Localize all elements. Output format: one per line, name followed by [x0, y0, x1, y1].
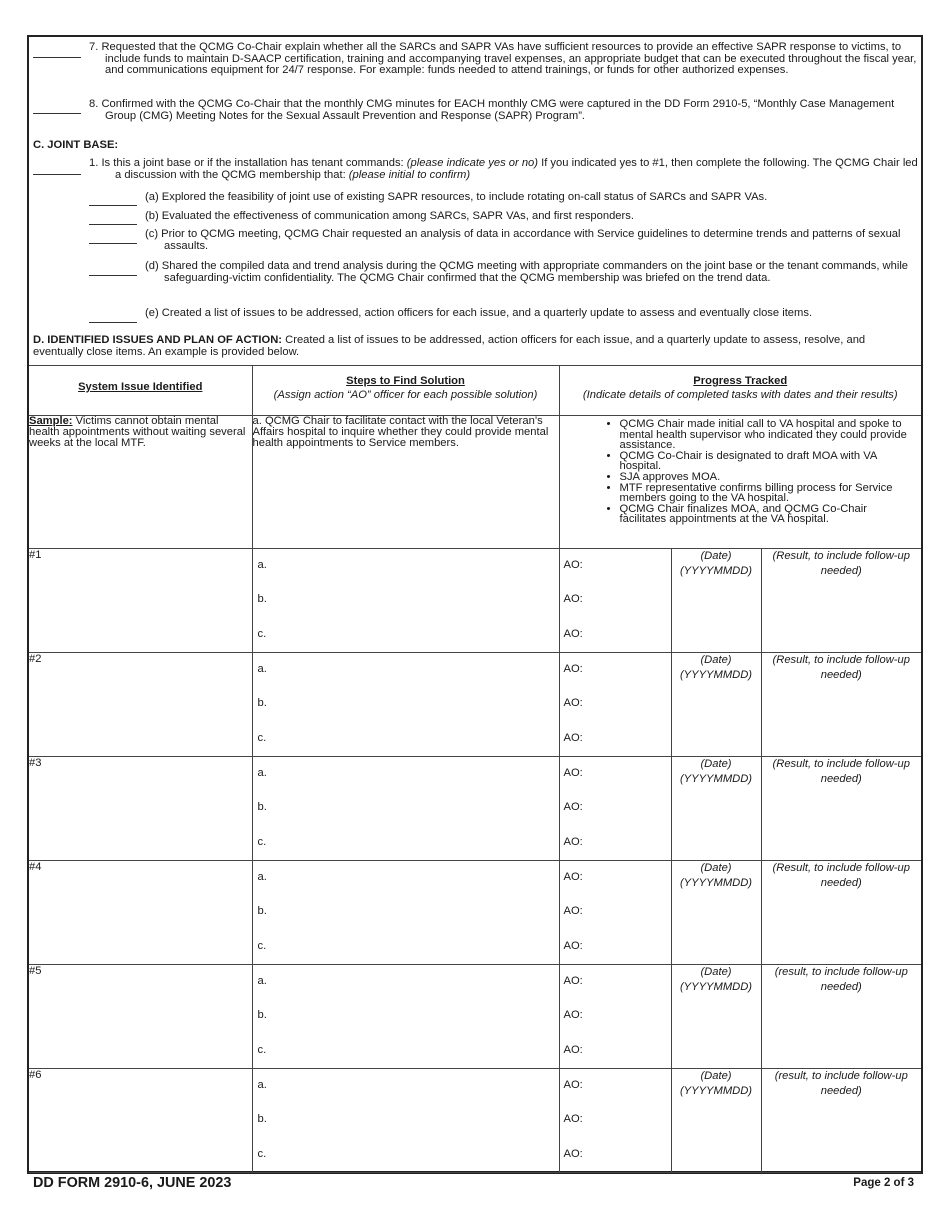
initial-blank-item8[interactable]	[33, 113, 81, 114]
step-c-label: c.	[257, 732, 267, 744]
result-cell[interactable]	[761, 965, 921, 1069]
initial-blank-c1[interactable]	[33, 174, 81, 175]
issue-cell[interactable]	[29, 757, 252, 861]
table-row	[29, 757, 921, 861]
ao-label-b: AO:	[563, 593, 583, 605]
item-7	[89, 42, 917, 77]
ao-label-c: AO:	[563, 628, 583, 640]
col1-title: System Issue Identified	[78, 381, 203, 393]
ao-label-a: AO:	[563, 663, 583, 675]
date-label: (Date)	[700, 862, 732, 874]
ao-cell[interactable]	[559, 549, 671, 653]
ao-cell[interactable]	[559, 1069, 671, 1173]
step-b-label: b.	[257, 593, 267, 605]
date-cell[interactable]	[671, 757, 761, 861]
step-a-label: a.	[257, 1079, 267, 1091]
ao-cell[interactable]	[559, 965, 671, 1069]
issue-cell[interactable]	[29, 653, 252, 757]
date-cell[interactable]	[671, 653, 761, 757]
table-row	[29, 861, 921, 965]
form-top-section	[29, 37, 921, 366]
ao-label-b: AO:	[563, 1009, 583, 1021]
date-cell[interactable]	[671, 1069, 761, 1173]
result-label: (Result, to include follow-up needed)	[772, 550, 910, 577]
ao-label-c: AO:	[563, 940, 583, 952]
step-b-label: b.	[257, 697, 267, 709]
step-a-label: a.	[257, 767, 267, 779]
section-d-intro	[33, 335, 917, 358]
c1-italic-1: (please indicate yes or no)	[406, 157, 538, 169]
step-a-label: a.	[257, 975, 267, 987]
sample-issue-text: Victims cannot obtain mental health appointments without waiting several weeks at the local MTF.	[29, 415, 246, 449]
result-cell[interactable]	[761, 757, 921, 861]
section-d-heading: D. IDENTIFIED ISSUES AND PLAN OF ACTION:	[33, 334, 283, 346]
col-header-progress	[559, 365, 921, 416]
sample-progress-list	[560, 419, 922, 525]
result-cell[interactable]	[761, 653, 921, 757]
sample-issue-cell	[29, 416, 252, 549]
form-id: DD FORM 2910-6, JUNE 2023	[33, 1175, 232, 1191]
result-cell[interactable]	[761, 549, 921, 653]
date-format: (YYYYMMDD)	[679, 668, 753, 681]
result-cell[interactable]	[761, 861, 921, 965]
form-page	[27, 35, 923, 1174]
table-row	[29, 653, 921, 757]
issue-number: #2	[29, 653, 42, 665]
steps-cell[interactable]	[252, 653, 559, 757]
ao-cell[interactable]	[559, 757, 671, 861]
col-header-steps	[252, 365, 559, 416]
step-b-label: b.	[257, 905, 267, 917]
result-label: (Result, to include follow-up needed)	[772, 654, 910, 681]
c1-sub-b-text: (b) Evaluated the effectiveness of communication among SARCs, SAPR VAs, and first responders.	[145, 210, 634, 222]
initial-blank-c1e[interactable]	[89, 322, 137, 323]
initial-blank-c1c[interactable]	[89, 243, 137, 244]
issue-number: #6	[29, 1069, 42, 1081]
c1-sub-d-text: (d) Shared the compiled data and trend analysis during the QCMG meeting with appropriate commanders on the joint base or the tenant commands, while safeguarding-victim confidentiality. The QCMG Chair confirmed that the QCMG membership was briefed on the trend data.	[145, 260, 909, 284]
steps-cell[interactable]	[252, 861, 559, 965]
ao-label-a: AO:	[563, 871, 583, 883]
date-cell[interactable]	[671, 861, 761, 965]
ao-label-a: AO:	[563, 767, 583, 779]
c1-sub-d	[145, 261, 917, 284]
col-header-issue	[29, 365, 252, 416]
table-row	[29, 1069, 921, 1173]
steps-cell[interactable]	[252, 1069, 559, 1173]
ao-label-a: AO:	[563, 1079, 583, 1091]
sample-row	[29, 416, 921, 549]
c1-sub-c-text: (c) Prior to QCMG meeting, QCMG Chair requested an analysis of data in accordance with Service guidelines to determine trends and patterns of sexual assaults.	[145, 228, 901, 252]
step-c-label: c.	[257, 1044, 267, 1056]
date-label: (Date)	[700, 758, 732, 770]
initial-blank-c1b[interactable]	[89, 224, 137, 225]
step-c-label: c.	[257, 940, 267, 952]
result-cell[interactable]	[761, 1069, 921, 1173]
item-7-text: 7. Requested that the QCMG Co-Chair explain whether all the SARCs and SAPR VAs have sufficient resources to provide an effective SAPR response to victims, to include funds to maintain D-SAACP certification, training and accompanying travel expenses, an appropriate budget that can be executed throughout the fiscal year, and communications equipment for 24/7 response. For example: funds needed to attend trainings, or funds for other authorized expenses.	[89, 41, 917, 77]
col3-subtitle: (Indicate details of completed tasks with dates and their results)	[582, 389, 898, 401]
steps-cell[interactable]	[252, 757, 559, 861]
issue-number: #5	[29, 965, 42, 977]
plan-of-action-table	[29, 365, 921, 1173]
result-label: (Result, to include follow-up needed)	[772, 862, 910, 889]
step-c-label: c.	[257, 1148, 267, 1160]
ao-label-b: AO:	[563, 905, 583, 917]
ao-label-c: AO:	[563, 1148, 583, 1160]
issue-number: #1	[29, 549, 42, 561]
step-a-label: a.	[257, 663, 267, 675]
ao-label-b: AO:	[563, 1113, 583, 1125]
date-format: (YYYYMMDD)	[679, 980, 753, 993]
initial-blank-item7[interactable]	[33, 57, 81, 58]
date-cell[interactable]	[671, 549, 761, 653]
section-d-intro-text: Created a list of issues to be addressed, action officers for each issue, and a quarterly update to assess, resolve, and eventually close items. An example is provided below.	[33, 334, 866, 358]
issue-cell[interactable]	[29, 549, 252, 653]
date-label: (Date)	[700, 654, 732, 666]
ao-label-a: AO:	[563, 975, 583, 987]
item-8-text: 8. Confirmed with the QCMG Co-Chair that the monthly CMG minutes for EACH monthly CMG were captured in the DD Form 2910-5, “Monthly Case Management Group (CMG) Meeting Notes for the Sexual Assault Prevention and Response (SAPR) Program”.	[89, 98, 895, 122]
ao-label-c: AO:	[563, 1044, 583, 1056]
result-label: (Result, to include follow-up needed)	[772, 758, 910, 785]
initial-blank-c1a[interactable]	[89, 205, 137, 206]
col2-subtitle: (Assign action “AO” officer for each possible solution)	[273, 389, 538, 401]
c1-text-b: If you indicated yes to #1, then complete the following. The QCMG Chair led a discussion with the QCMG membership that:	[115, 157, 918, 181]
issue-cell[interactable]	[29, 965, 252, 1069]
step-a-label: a.	[257, 871, 267, 883]
sample-progress-cell	[559, 416, 921, 549]
date-label: (Date)	[700, 550, 732, 562]
item-8	[89, 99, 917, 122]
step-c-label: c.	[257, 836, 267, 848]
date-format: (YYYYMMDD)	[679, 772, 753, 785]
step-a-label: a.	[257, 559, 267, 571]
date-format: (YYYYMMDD)	[679, 1084, 753, 1097]
steps-cell[interactable]	[252, 549, 559, 653]
progress-item: • SJA approves MOA.	[620, 472, 922, 483]
date-label: (Date)	[700, 966, 732, 978]
progress-item: • QCMG Chair finalizes MOA, and QCMG Co-Chair facilitates appointments at the VA hospital.	[620, 504, 922, 525]
issue-cell[interactable]	[29, 1069, 252, 1173]
page-number: Page 2 of 3	[853, 1177, 914, 1189]
section-c-item-1	[89, 158, 919, 181]
progress-item: • MTF representative confirms billing process for Service members going to the VA hospital.	[620, 483, 922, 504]
step-b-label: b.	[257, 1113, 267, 1125]
c1-sub-b	[145, 211, 917, 223]
c1-italic-2: (please initial to confirm)	[348, 168, 471, 181]
step-c-label: c.	[257, 628, 267, 640]
issue-number: #3	[29, 757, 42, 769]
sample-steps-cell: a. QCMG Chair to facilitate contact with the local Veteran’s Affairs hospital to inquire whether they could provide mental health appointments to Service members.	[252, 416, 559, 549]
date-label: (Date)	[700, 1070, 732, 1082]
issue-number: #4	[29, 861, 42, 873]
step-b-label: b.	[257, 1009, 267, 1021]
table-row	[29, 965, 921, 1069]
table-row	[29, 549, 921, 653]
progress-item: • QCMG Co-Chair is designated to draft MOA with VA hospital.	[620, 451, 922, 472]
date-format: (YYYYMMDD)	[679, 876, 753, 889]
steps-cell[interactable]	[252, 965, 559, 1069]
c1-sub-a	[145, 192, 917, 204]
result-label: (result, to include follow-up needed)	[774, 1070, 908, 1097]
c1-sub-a-text: (a) Explored the feasibility of joint use of existing SAPR resources, to include rotating on-call status of SARCs and SAPR VAs.	[145, 191, 768, 203]
ao-label-b: AO:	[563, 801, 583, 813]
date-cell[interactable]	[671, 965, 761, 1069]
c1-sub-e-text: (e) Created a list of issues to be addressed, action officers for each issue, and a quarterly update to assess and eventually close items.	[145, 307, 813, 319]
progress-item: • QCMG Chair made initial call to VA hospital and spoke to mental health supervisor who indicated they could provide assistance.	[620, 419, 922, 451]
ao-label-b: AO:	[563, 697, 583, 709]
ao-label-c: AO:	[563, 836, 583, 848]
initial-blank-c1d[interactable]	[89, 275, 137, 276]
issue-cell[interactable]	[29, 861, 252, 965]
col2-title: Steps to Find Solution	[346, 375, 465, 387]
ao-label-a: AO:	[563, 559, 583, 571]
ao-cell[interactable]	[559, 861, 671, 965]
c1-sub-e	[145, 308, 917, 320]
col3-title: Progress Tracked	[693, 375, 788, 387]
section-c-heading: C. JOINT BASE:	[33, 139, 119, 151]
ao-label-c: AO:	[563, 732, 583, 744]
step-b-label: b.	[257, 801, 267, 813]
ao-cell[interactable]	[559, 653, 671, 757]
result-label: (result, to include follow-up needed)	[774, 966, 908, 993]
c1-text-a: 1. Is this a joint base or if the installation has tenant commands:	[89, 157, 407, 169]
c1-sub-c	[145, 229, 917, 252]
date-format: (YYYYMMDD)	[679, 564, 753, 577]
sample-label: Sample:	[29, 415, 73, 427]
